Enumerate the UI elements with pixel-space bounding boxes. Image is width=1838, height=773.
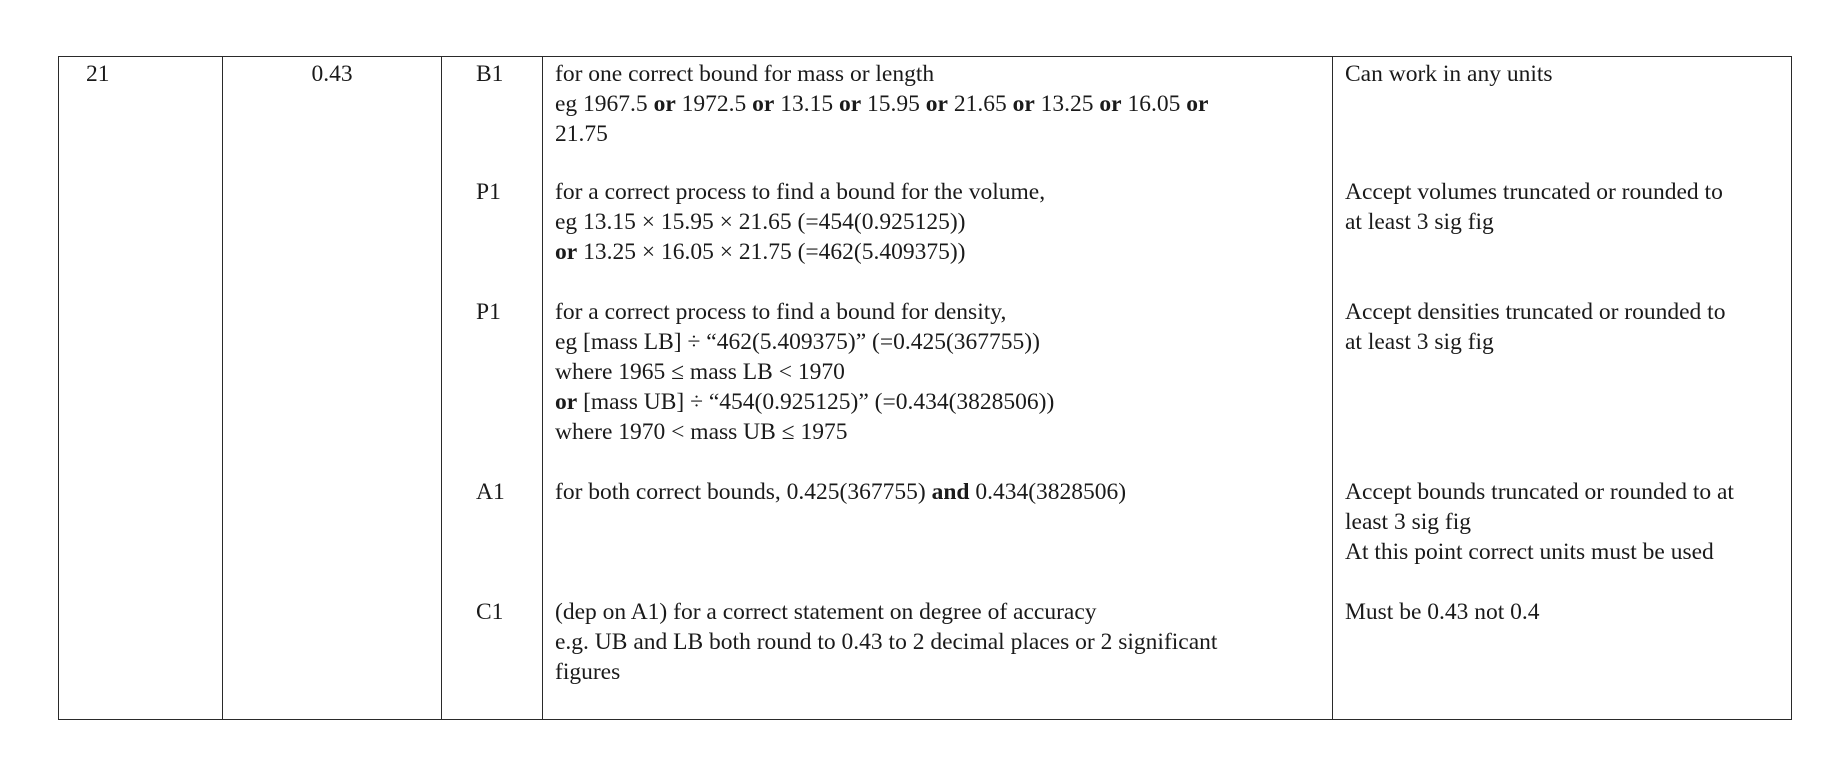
mark-code: P1 (442, 177, 543, 297)
criteria-line: for a correct process to find a bound for density, (555, 298, 1007, 325)
note-line: at least 3 sig fig (1345, 208, 1494, 235)
criteria-cell (543, 297, 1333, 477)
note-line: Accept densities truncated or rounded to (1345, 298, 1726, 325)
criteria-line: or [mass UB] ÷ “454(0.925125)” (=0.434(3828506)) (555, 388, 1055, 415)
criteria-line: where 1965 ≤ mass LB < 1970 (555, 358, 845, 385)
mark-code: C1 (442, 597, 543, 720)
notes-cell (1333, 477, 1792, 597)
criteria-line: or 13.25 × 16.05 × 21.75 (=462(5.409375)) (555, 238, 966, 265)
notes-cell (1333, 177, 1792, 297)
note-line: Can work in any units (1345, 61, 1553, 87)
criteria-cell (543, 597, 1333, 720)
table-row (59, 177, 1792, 297)
note-line: at least 3 sig fig (1345, 328, 1494, 355)
table-row (59, 57, 1792, 177)
note-line: Must be 0.43 not 0.4 (1345, 598, 1540, 625)
note-line: Accept bounds truncated or rounded to at (1345, 478, 1734, 505)
criteria-line: figures (555, 658, 621, 685)
answer: 0.43 (223, 57, 442, 177)
notes-cell (1333, 597, 1792, 720)
criteria-line: where 1970 < mass UB ≤ 1975 (555, 418, 848, 445)
question-number: 21 (59, 57, 223, 177)
mark-code: B1 (442, 57, 543, 177)
note-line: At this point correct units must be used (1345, 538, 1714, 565)
criteria-line: (dep on A1) for a correct statement on degree of accuracy (555, 598, 1097, 625)
notes-cell (1333, 297, 1792, 477)
criteria-line: eg 13.15 × 15.95 × 21.65 (=454(0.925125)) (555, 208, 966, 235)
mark-code: A1 (442, 477, 543, 597)
note-line: Accept volumes truncated or rounded to (1345, 178, 1723, 205)
criteria-cell (543, 57, 1333, 177)
note-line: least 3 sig fig (1345, 508, 1471, 535)
criteria-line: for a correct process to find a bound for the volume, (555, 178, 1046, 205)
criteria-line: for both correct bounds, 0.425(367755) and 0.434(3828506) (555, 478, 1127, 505)
mark-code: P1 (442, 297, 543, 477)
table-row (59, 297, 1792, 477)
criteria-cell (543, 177, 1333, 297)
table-row (59, 477, 1792, 597)
table-row (59, 597, 1792, 720)
criteria-line: 21.75 (555, 121, 608, 147)
criteria-line: for one correct bound for mass or length (555, 61, 935, 87)
criteria-cell (543, 477, 1333, 597)
criteria-line: eg [mass LB] ÷ “462(5.409375)” (=0.425(367755)) (555, 328, 1040, 355)
mark-scheme-table (58, 56, 1792, 720)
notes-cell (1333, 57, 1792, 177)
criteria-line: e.g. UB and LB both round to 0.43 to 2 decimal places or 2 significant (555, 628, 1218, 655)
criteria-line: eg 1967.5 or 1972.5 or 13.15 or 15.95 or 21.65 or 13.25 or 16.05 or (555, 91, 1209, 117)
